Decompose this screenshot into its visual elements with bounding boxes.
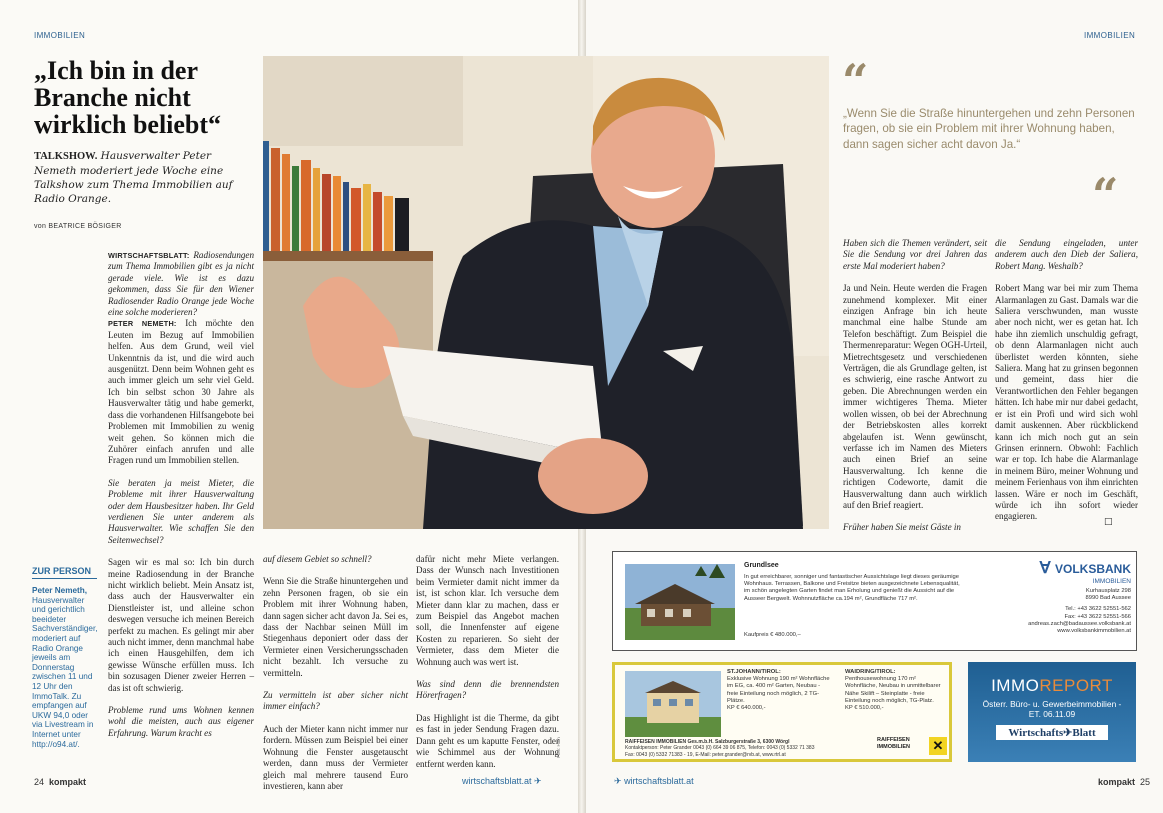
ad2-t1: Exklusive Wohnung 190 m² Wohnfläche im EG, ca. 400 m² Garten, Neubau - freie Einteilung noch möglich, 2 TG-Plätze.: [727, 676, 830, 704]
answer-text: Sagen wir es mal so: Ich bin durch meine Radiosendung in der Branche nicht wirklich beliebt. Mein Ansatz ist, dass auch der Hausverwalter ein Dienstleister ist, und alleine schon deswegen versuche ich meinen Bereich perfekt zu machen. Es gelingt mir aber auch nicht immer, denn manchmal habe ich einen Hausgehilfen, dem ich gewisse Wünsche erfüllen muss. Ich bin sozusagen Diener zweier Herren – das ist oft schwierig.: [108, 557, 254, 693]
brand-left: kompakt: [49, 777, 87, 787]
badge-bird-icon: ✈: [1063, 727, 1073, 739]
photo-credit: Foto: Hain: [556, 737, 561, 758]
badge-text-2: Blatt: [1072, 727, 1096, 739]
paragraph-gap: [263, 713, 408, 724]
paragraph: [416, 713, 559, 770]
ad1-email: andreas.zach@badaussee.volksbank.at: [1028, 620, 1131, 627]
sidebar-name: Peter Nemeth,: [32, 586, 88, 595]
volksbank-name: VOLKSBANK: [1054, 562, 1131, 576]
paragraph-gap: [843, 511, 987, 522]
paragraph: [416, 554, 559, 668]
site-label-right: wirtschaftsblatt.at: [624, 776, 694, 786]
page-number-left: 24: [34, 777, 45, 787]
question-text: Zu vermitteln ist aber sicher nicht immer einfach?: [263, 690, 408, 712]
wirtschaftsblatt-badge: [996, 725, 1108, 740]
paragraph-gap: [416, 702, 559, 713]
ad1-tel: Tel.: +43 3622 52551-562: [1065, 606, 1131, 613]
ad1-addr1: Kurhausplatz 298: [1085, 588, 1131, 594]
paragraph: [995, 238, 1138, 272]
answer-text: Ja und Nein. Heute werden die Fragen zunehmend komplexer. Mit einer einzigen Anfrage bin ich heute manchmal eine halbe Stunde am Telefon beschäftigt. Zum Beispiel die Thermenreparatur: Wegen OGH-Urteil, Mietrechtsgesetz und verschiedenen Verträgen, die als Grundlage gelten, ist es schwierig, eine rasche Antwort zu geben. Die Abrechnungen werden ein immer wichtigeres Thema. Mieter wollen wissen, ob bei der Abrechnung der Betriebskosten alles korrekt abgelaufen ist. Wenn gewünscht, verfasse ich im Namen des Mieters auch einen Brief an seine Hausverwaltung. Ich kenne die richtigen Codeworte, damit die Hausverwaltung dann auch wirklich auf den Brief reagiert.: [843, 283, 987, 510]
answer-text: Wenn Sie die Straße hinuntergehen und zehn Personen fragen, ob sie ein Problem mit ihrer Wohnung haben, dann sagen sicher acht davon Ja. Sei es, dass der Nachbar seinen Müll im Stiegenhaus deponiert oder dass der Vermieter einen Versicherungsschaden nicht bezahlt. Ich versuche zu vermitteln.: [263, 576, 408, 678]
paragraph: [263, 690, 408, 713]
sidebar-person: [32, 586, 98, 749]
section-label-right: IMMOBILIEN: [1084, 31, 1136, 40]
headline: „Ich bin in der Branche nicht wirklich beliebt“: [34, 56, 222, 139]
house-photo: [625, 564, 735, 640]
right-column-2: [995, 238, 1138, 523]
immoreport-title-a: IMMO: [991, 676, 1040, 695]
ad2-contact: Kontaktperson: Peter Grander 0043 (0) 664 39 06 875, Telefon: 0043 (0) 5332 71 383: [625, 745, 815, 752]
question-text: die Sendung eingeladen, unter anderem auch den Dieb der Saliera, Robert Mang. Weshalb?: [995, 238, 1138, 271]
immoreport-date: ET. 06.11.09: [1028, 709, 1076, 719]
article-column-1: [108, 250, 254, 739]
paragraph-gap: [263, 565, 408, 576]
ad1-price: Kaufpreis € 480.000,–: [744, 632, 801, 638]
immoreport-sub: Österr. Büro- u. Gewerbeimmobilien -: [982, 699, 1122, 709]
paragraph-gap: [263, 679, 408, 690]
volksbank-v-icon: ∀: [1039, 560, 1051, 577]
site-label-left: wirtschaftsblatt.at: [462, 776, 532, 786]
ad1-web: www.volksbankimmobilien.at: [1057, 628, 1131, 635]
lead-text: Hausverwalter Peter Nemeth moderiert jede Woche eine Talkshow zum Thema Immobilien auf Radio Orange.: [34, 150, 233, 205]
ad2-offer-1: [727, 669, 831, 712]
ad-immoreport: [968, 662, 1136, 762]
volksbank-sub: IMMOBILIEN: [1092, 578, 1131, 585]
answer-text: Auch der Mieter kann nicht immer nur fordern. Müssen zum Beispiel bei einer Wohnung die Fenster ausgetauscht werden, dann muss der Vermieter gleich mal mehrere tausend Euro investieren, kann aber: [263, 723, 408, 791]
question-text: Haben sich die Themen verändert, seit Sie die Sendung vor drei Jahren das erste Mal moderiert haben?: [843, 238, 987, 271]
sidebar-text: Hausverwalter und gerichtlich beeideter Sachverständiger, moderiert auf Radio Orange jeweils am Donnerstag zwischen 11 und 12 Uhr den ImmoTalk. Zu empfangen auf UKW 94,0 oder via Livestream in Internet unter http://o94.at/.: [32, 595, 98, 749]
site-footer-left: [462, 776, 542, 787]
answer-text: dafür nicht mehr Miete verlangen. Dass der Wunsch nach Investitionen beim Vermieter damit nicht immer da ist, ist schon klar. Ich versuche dem Mieter dann klar zu machen, dass er zum Beispiel das Angebot machen soll, die Innenfenster auf eigene Kosten zu reparieren. So sieht der Vermieter, dass dem Mieter die Wohnung auch was wert ist.: [416, 554, 559, 667]
raiffeisen-cross-icon: ✕: [929, 737, 947, 755]
ad2-t2: Penthousewohnung 170 m² Wohnfläche, Neubau in unmittelbarer Nähe Skilift – Steinplatte - freie Einteilung noch möglich, TG-Platz.: [845, 676, 941, 704]
question-text: Früher haben Sie meist Gäste in: [843, 522, 961, 533]
ad1-addr2: 8990 Bad Aussee: [1085, 595, 1131, 602]
paragraph-gap: [108, 546, 254, 557]
volksbank-logo: [1011, 558, 1131, 585]
byline: von BEATRICE BÖSIGER: [34, 223, 122, 230]
ad2-h1: ST.JOHANN/TIROL:: [727, 669, 781, 675]
ad2-offer-2: [845, 669, 949, 712]
paragraph: [263, 554, 408, 565]
brand-right: kompakt: [1098, 777, 1136, 787]
volksbank-contact: [993, 588, 1131, 635]
raiffeisen-logo: [877, 737, 947, 755]
site-footer-right: [614, 776, 694, 787]
bird-icon-right: ✈: [614, 776, 622, 786]
right-column-1: [843, 238, 987, 534]
question-text: auf diesem Gebiet so schnell?: [263, 554, 372, 564]
ad1-title: Grundlsee: [744, 562, 779, 569]
portrait-photo: [263, 56, 829, 529]
bird-icon: ✈: [534, 776, 542, 786]
paragraph: [263, 724, 408, 792]
end-mark: □: [1104, 517, 1113, 527]
quote-open-mark: “: [842, 54, 869, 108]
footer-right: [1098, 777, 1150, 787]
paragraph: [995, 283, 1138, 523]
answer-text: Ich möchte den Leuten im Bezug auf Immobilien helfen. Aus dem Grund, weil viel Unkenntnis da ist, und die wird auch ausgenützt. Denn beim Wohnen geht es auch immer gleich um sehr viel Geld. Ich bin selbst schon 30 Jahre als Hausverwalter tätig und habe gemerkt, dass die vorhandenen Hilfsangebote bei Problemen mit Immobilien zu wenig weit gehen. So können mich die Zuhörer einfach anrufen und alle Fragen rund um Immobilien stellen.: [108, 318, 254, 466]
portrait-illustration: [263, 56, 829, 529]
ad2-p2: KP € 510.000,-: [845, 705, 884, 712]
article-column-2: [263, 554, 408, 792]
footer-left: [34, 777, 86, 787]
ad1-text: In gut erreichbarer, sonniger und fantastischer Aussichtslage liegt dieses geräumige Wohnhaus. Terrassen, Balkone und Freisitze bieten ausgezeichnete Lebensqualität, im schön angelegten Garten findet man Erholung und genießt die Aussicht auf die Ausseer Bergwelt. Wohnnutzfläche ca.194 m², Grundfläche 717 m².: [744, 574, 960, 602]
speaker-label: WIRTSCHAFTSBLATT:: [108, 251, 190, 260]
sidebar-title: ZUR PERSON: [32, 566, 97, 579]
immoreport-title: [968, 676, 1136, 696]
paragraph: [843, 238, 987, 272]
paragraph: [108, 478, 254, 546]
ad2-logo-text: RAIFFEISEN IMMOBILIEN: [877, 737, 910, 750]
immoreport-title-b: REPORT: [1039, 676, 1113, 695]
badge-text: Wirtschafts: [1008, 727, 1064, 739]
pull-quote: „Wenn Sie die Straße hinuntergehen und zehn Personen fragen, ob sie ein Problem mit ihrer Wohnung haben, dann sagen sicher acht davon Ja.“: [843, 107, 1135, 151]
question-text: Probleme rund ums Wohnen kennen wohl die meisten, auch aus eigener Erfahrung. Warum kracht es: [108, 705, 254, 738]
article-column-3: [416, 554, 559, 770]
ad-volksbank: [612, 551, 1137, 651]
paragraph: [416, 679, 559, 702]
page-number-right: 25: [1140, 777, 1151, 787]
paragraph: [263, 576, 408, 679]
ad2-company: RAIFFEISEN IMMOBILIEN Ges.m.b.H. Salzburgerstraße 3, 6300 Wörgl: [625, 739, 790, 745]
paragraph: [843, 283, 987, 511]
speaker-label: PETER NEMETH:: [108, 319, 177, 329]
paragraph: [108, 705, 254, 739]
lead: [34, 149, 256, 206]
paragraph-gap: [995, 272, 1138, 283]
answer-text: Robert Mang war bei mir zum Thema Alarmanlagen zu Gast. Damals war die Saliera verschwunden, man wusste aber noch nicht, wer es getan hat. Ich habe ihn ziemlich unschuldig gefragt, ob denn Alarmanlagen nicht auch überlistet werden könnten, siehe Saliera. Mang hat zu grinsen begonnen und gemeint, dass hier die Verantwortlichen den Fehler begangen hätten. Ich habe mir nur dabei gedacht, er ist ein Profi und wird sich wohl damit auskennen. Aber rückblickend kann ich mich noch gut an sein Grinsen erinnern. Obwohl: Fachlich war er top. Ich habe die Alarmanlage in meinem Büro, meiner Wohnung und meinem Ferienhaus von ihm einrichten lassen. Wäre er noch im Geschäft, würde ich ihn sofort wieder engagieren.: [995, 283, 1138, 522]
ad2-p1: KP € 640.000,-: [727, 705, 766, 712]
paragraph: [108, 318, 254, 466]
paragraph: [108, 557, 254, 694]
paragraph-gap: [108, 467, 254, 478]
quote-close-mark: “: [1092, 168, 1119, 222]
ad2-fax: Fax: 0043 (0) 5332 71383 - 19, E-Mail: peter.grander@rvb.at, www.rtrl.at: [625, 751, 786, 758]
paragraph-gap: [843, 272, 987, 283]
ad2-footer: [625, 739, 875, 758]
lead-kicker: TALKSHOW.: [34, 151, 98, 162]
question-text: Radiosendungen zum Thema Immobilien gibt es ja nicht gerade viele. Wie ist es dazu gekommen, dass Sie für den Wiener Radiosender Radio Orange jede Woche eine solche moderieren?: [108, 250, 254, 318]
section-label-left: IMMOBILIEN: [34, 31, 86, 40]
question-text: Was sind denn die brennendsten Hörerfragen?: [416, 679, 559, 701]
ad-raiffeisen: [612, 662, 952, 762]
ad1-fax: Fax: +43 3622 52551-566: [1064, 613, 1131, 620]
question-text: Sie beraten ja meist Mieter, die Probleme mit ihrer Hausverwaltung oder dem Hausbesitzer haben. Ihr Geld verdienen Sie unter anderem als Hausverwalter. Wie schaffen Sie den Seitenwechsel?: [108, 477, 254, 545]
answer-text: Das Highlight ist die Therme, da gibt es fast in jeder Sendung Fragen dazu. Dann geht es um kaputte Fenster, oder wie Schimmel aus der Wohnung entfernt werden kann.: [416, 712, 559, 769]
paragraph-gap: [108, 694, 254, 705]
ad2-h2: WAIDRING/TIROL:: [845, 669, 896, 675]
paragraph: [843, 522, 987, 533]
building-photo: [625, 671, 721, 737]
paragraph: [108, 250, 254, 318]
paragraph-gap: [416, 668, 559, 679]
